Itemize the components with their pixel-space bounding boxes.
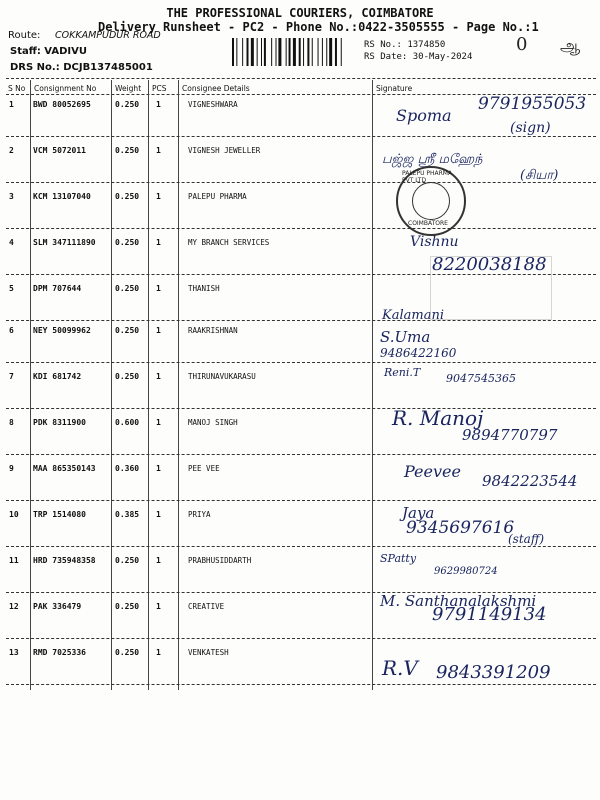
handwritten-signature: SPatty	[380, 552, 417, 565]
consignee-details: PALEPU PHARMA	[188, 192, 247, 201]
pieces: 1	[156, 648, 161, 657]
consignee-details: RAAKRISHNAN	[188, 326, 238, 335]
consignment-no: NEY 50099962	[33, 326, 91, 335]
row-sno: 2	[9, 146, 14, 155]
barcode-bar	[286, 38, 287, 66]
row-divider	[6, 320, 596, 321]
route-value: COKKAMPUDUR ROAD	[55, 30, 161, 41]
row-sno: 10	[9, 510, 19, 519]
pieces: 1	[156, 146, 161, 155]
handwritten-signature: 9843391209	[436, 662, 551, 683]
barcode-bar	[232, 38, 234, 66]
barcode-bar	[341, 38, 342, 66]
row-sno: 12	[9, 602, 19, 611]
weight: 0.250	[115, 648, 140, 657]
consignment-no: KCM 13107040	[33, 192, 91, 201]
handwritten-signature: 9791955053	[478, 94, 587, 114]
col-pcs: PCS	[152, 84, 167, 93]
row-sno: 9	[9, 464, 14, 473]
consignment-no: PAK 336479	[33, 602, 82, 611]
weight: 0.250	[115, 100, 140, 109]
consignment-no: SLM 347111890	[33, 238, 96, 247]
weight: 0.600	[115, 418, 140, 427]
handwritten-mark-tamil: ஆ	[560, 36, 581, 55]
staff-name: Staff: VADIVU	[10, 46, 87, 57]
row-sno: 3	[9, 192, 14, 201]
handwritten-signature: 9842223544	[482, 472, 578, 490]
barcode-bar	[236, 38, 237, 66]
consignment-no: MAA 865350143	[33, 464, 96, 473]
consignee-details: CREATIVE	[188, 602, 225, 611]
pieces: 1	[156, 372, 161, 381]
col-sno: S No	[8, 84, 26, 93]
handwritten-signature: Jaya	[402, 504, 435, 522]
row-sno: 5	[9, 284, 14, 293]
barcode-bar	[335, 38, 337, 66]
table-row	[0, 504, 600, 556]
company-stamp	[396, 166, 466, 236]
barcode-bar	[322, 38, 323, 66]
weight: 0.385	[115, 510, 140, 519]
consignment-no: KDI 681742	[33, 372, 82, 381]
weight: 0.250	[115, 284, 140, 293]
table-row	[0, 146, 600, 192]
consignee-details: MY BRANCH SERVICES	[188, 238, 270, 247]
col-signature: Signature	[376, 84, 413, 93]
faint-stamp-impression	[430, 256, 552, 320]
barcode-bar	[261, 38, 262, 66]
table-row	[0, 94, 600, 146]
runsheet-title: Delivery Runsheet - PC2 - Phone No.:0422-3505555 - Page No.:1	[98, 20, 539, 34]
handwritten-signature: Peevee	[404, 462, 461, 481]
row-sno: 4	[9, 238, 14, 247]
row-sno: 13	[9, 648, 19, 657]
weight: 0.250	[115, 602, 140, 611]
consignment-no: RMD 7025336	[33, 648, 86, 657]
col-consignment: Consignment No	[34, 84, 97, 93]
barcode-bar	[293, 38, 296, 66]
pieces: 1	[156, 602, 161, 611]
table-row	[0, 464, 600, 510]
row-divider	[6, 546, 596, 547]
pieces: 1	[156, 418, 161, 427]
barcode-bar	[329, 38, 332, 66]
weight: 0.250	[115, 556, 140, 565]
handwritten-signature: Kalamani	[382, 308, 444, 323]
table-row	[0, 592, 600, 648]
row-divider	[6, 136, 596, 137]
table-row	[0, 192, 600, 238]
stamp-center	[412, 182, 450, 220]
barcode-bar	[242, 38, 243, 66]
header-divider-top	[6, 78, 596, 79]
consignee-details: PEE VEE	[188, 464, 220, 473]
handwritten-signature: 9629980724	[434, 566, 498, 577]
handwritten-signature: 9345697616	[406, 518, 515, 538]
consignment-no: HRD 735948358	[33, 556, 96, 565]
table-row	[0, 406, 600, 464]
pieces: 1	[156, 464, 161, 473]
handwritten-signature: R.V	[382, 656, 418, 680]
weight: 0.250	[115, 192, 140, 201]
handwritten-signature: (staff)	[508, 532, 544, 546]
barcode-bar	[264, 38, 266, 66]
company-name: THE PROFESSIONAL COURIERS, COIMBATORE	[166, 6, 434, 20]
barcode-bar	[318, 38, 319, 66]
barcode-bar	[271, 38, 272, 66]
route-label: Route:	[8, 30, 41, 41]
consignee-details: THIRUNAVUKARASU	[188, 372, 256, 381]
row-divider	[6, 362, 596, 363]
handwritten-signature: M. Santhanalakshmi	[380, 592, 537, 610]
barcode-bar	[276, 38, 277, 66]
handwritten-signature: S.Uma	[380, 328, 431, 346]
consignment-no: VCM 5072011	[33, 146, 86, 155]
handwritten-signature: (சியா)	[520, 168, 559, 183]
pieces: 1	[156, 556, 161, 565]
drs-number: DRS No.: DCJB137485001	[10, 62, 153, 73]
consignee-details: PRIYA	[188, 510, 211, 519]
weight: 0.250	[115, 372, 140, 381]
barcode-bar	[289, 38, 291, 66]
barcode-bar	[303, 38, 304, 66]
row-divider	[6, 500, 596, 501]
row-divider	[6, 638, 596, 639]
row-sno: 11	[9, 556, 19, 565]
handwritten-signature: பஜ்ஜ ஸ்ரீ மஹேந்	[382, 152, 483, 167]
handwritten-signature: Vishnu	[410, 234, 459, 250]
row-divider	[6, 228, 596, 229]
handwritten-signature: 9047545365	[446, 372, 516, 385]
weight: 0.250	[115, 326, 140, 335]
row-divider	[6, 684, 596, 685]
weight: 0.360	[115, 464, 140, 473]
table-row	[0, 648, 600, 694]
consignment-no: PDK 8311900	[33, 418, 86, 427]
weight: 0.250	[115, 238, 140, 247]
table-row	[0, 366, 600, 418]
pieces: 1	[156, 192, 161, 201]
barcode-bar	[257, 38, 258, 66]
pieces: 1	[156, 284, 161, 293]
handwritten-signature: R. Manoj	[392, 406, 484, 430]
row-sno: 7	[9, 372, 14, 381]
row-divider	[6, 454, 596, 455]
barcode-bar	[251, 38, 254, 66]
consignee-details: THANISH	[188, 284, 220, 293]
barcode-bar	[312, 38, 313, 66]
row-sno: 8	[9, 418, 14, 427]
pieces: 1	[156, 100, 161, 109]
handwritten-signature: 9486422160	[380, 346, 457, 360]
row-sno: 1	[9, 100, 14, 109]
consignee-details: PRABHUSIDDARTH	[188, 556, 252, 565]
barcode-bar	[247, 38, 249, 66]
stamp-top-text: PALEPU PHARMA PVT LTD	[402, 170, 453, 184]
barcode-bar	[299, 38, 301, 66]
row-divider	[6, 408, 596, 409]
weight: 0.250	[115, 146, 140, 155]
col-consignee: Consignee Details	[182, 84, 250, 93]
row-sno: 6	[9, 326, 14, 335]
handwritten-signature: 9894770797	[462, 426, 558, 444]
barcode-bar	[307, 38, 309, 66]
pieces: 1	[156, 326, 161, 335]
col-weight: Weight	[115, 84, 142, 93]
barcode-bar	[326, 38, 327, 66]
consignee-details: VENKATESH	[188, 648, 229, 657]
table-row	[0, 308, 600, 372]
handwritten-signature: 8220038188	[432, 254, 547, 275]
stamp-bottom-text: COIMBATORE	[408, 220, 448, 227]
rs-number: RS No.: 1374850	[364, 40, 446, 50]
pieces: 1	[156, 238, 161, 247]
consignment-no: BWD 80052695	[33, 100, 91, 109]
consignment-no: DPM 707644	[33, 284, 82, 293]
consignee-details: VIGNESH JEWELLER	[188, 146, 261, 155]
handwritten-signature: 9791149134	[432, 604, 547, 625]
handwritten-signature: Spoma	[396, 106, 452, 125]
rs-date: RS Date: 30-May-2024	[364, 52, 473, 62]
barcode-bar	[278, 38, 281, 66]
consignee-details: VIGNESHWARA	[188, 100, 238, 109]
pieces: 1	[156, 510, 161, 519]
consignment-no: TRP 1514080	[33, 510, 86, 519]
handwritten-signature: (sign)	[510, 120, 551, 136]
handwritten-mark-zero: 0	[516, 34, 528, 55]
barcode	[232, 38, 358, 66]
handwritten-signature: Reni.T	[384, 366, 421, 379]
row-divider	[6, 182, 596, 183]
consignee-details: MANOJ SINGH	[188, 418, 238, 427]
